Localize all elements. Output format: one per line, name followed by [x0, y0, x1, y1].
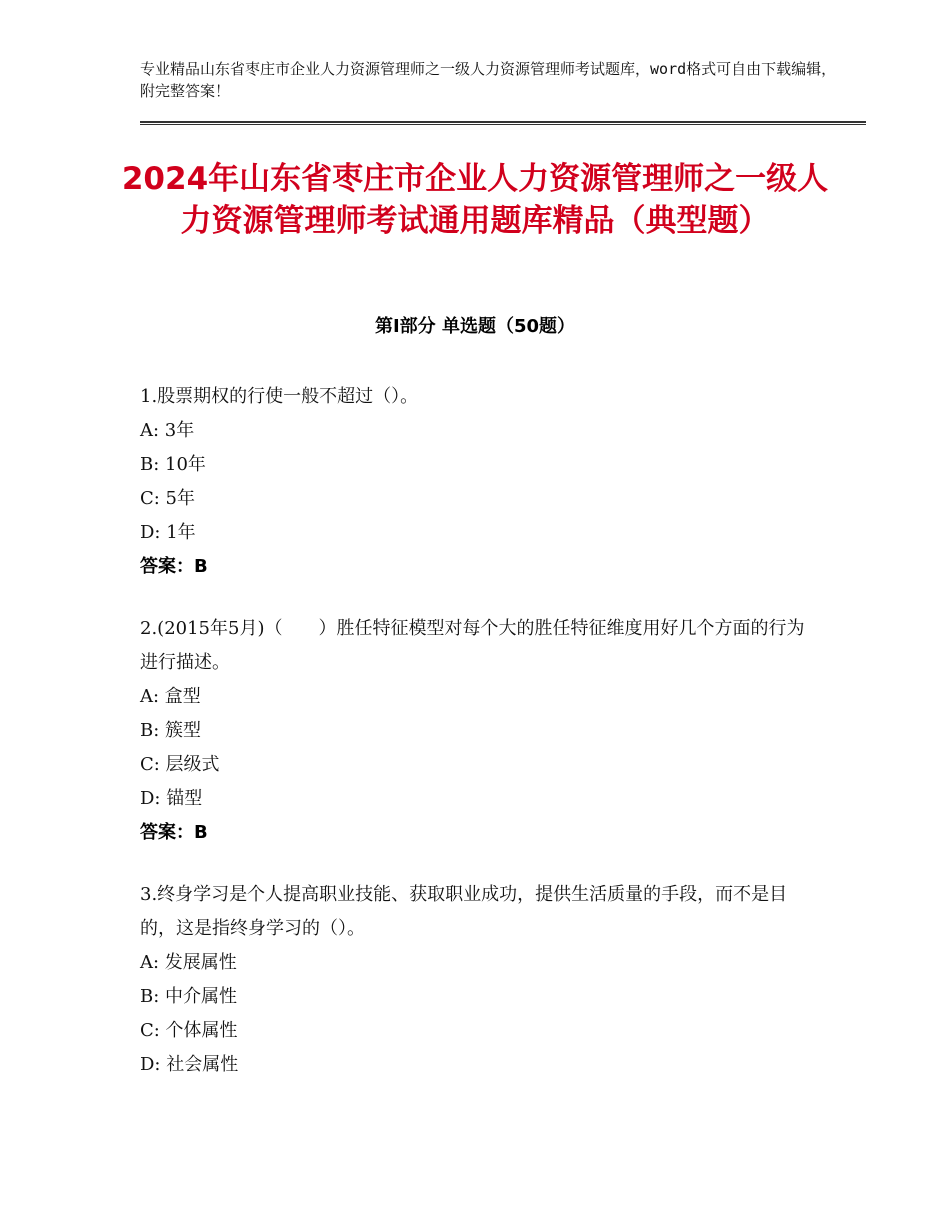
option-a: A: 3年: [140, 420, 195, 441]
option-d: D: 社会属性: [140, 1054, 239, 1075]
question-1: [140, 380, 820, 584]
question-stem: 3.终身学习是个人提高职业技能、获取职业成功，提供生活质量的手段，而不是目的，这是指终身学习的（）。: [140, 884, 788, 939]
answer: 答案：B: [140, 822, 208, 843]
option-d: D: 1年: [140, 522, 196, 543]
question-stem: 2.(2015年5月)（ ）胜任特征模型对每个大的胜任特征维度用好几个方面的行为进行描述。: [140, 618, 805, 673]
option-d: D: 锚型: [140, 788, 203, 809]
section-title: 第Ⅰ部分 单选题（50题）: [374, 316, 575, 337]
question-stem: 1.股票期权的行使一般不超过（）。: [140, 386, 419, 407]
option-c: C: 5年: [140, 488, 196, 509]
question-3: [140, 878, 820, 1082]
header-divider: [140, 121, 866, 125]
answer: 答案：B: [140, 556, 208, 577]
option-a: A: 发展属性: [140, 952, 237, 973]
option-c: C: 个体属性: [140, 1020, 238, 1041]
option-b: B: 中介属性: [140, 986, 238, 1007]
option-c: C: 层级式: [140, 754, 220, 775]
option-a: A: 盒型: [140, 686, 201, 707]
option-b: B: 10年: [140, 454, 206, 475]
question-list: [140, 380, 820, 1110]
option-b: B: 簇型: [140, 720, 202, 741]
header-note: 专业精品山东省枣庄市企业人力资源管理师之一级人力资源管理师考试题库，word格式可自由下载编辑，附完整答案！: [140, 60, 837, 100]
question-2: [140, 612, 820, 850]
document-title: 2024年山东省枣庄市企业人力资源管理师之一级人力资源管理师考试通用题库精品（典型题）: [121, 161, 829, 239]
